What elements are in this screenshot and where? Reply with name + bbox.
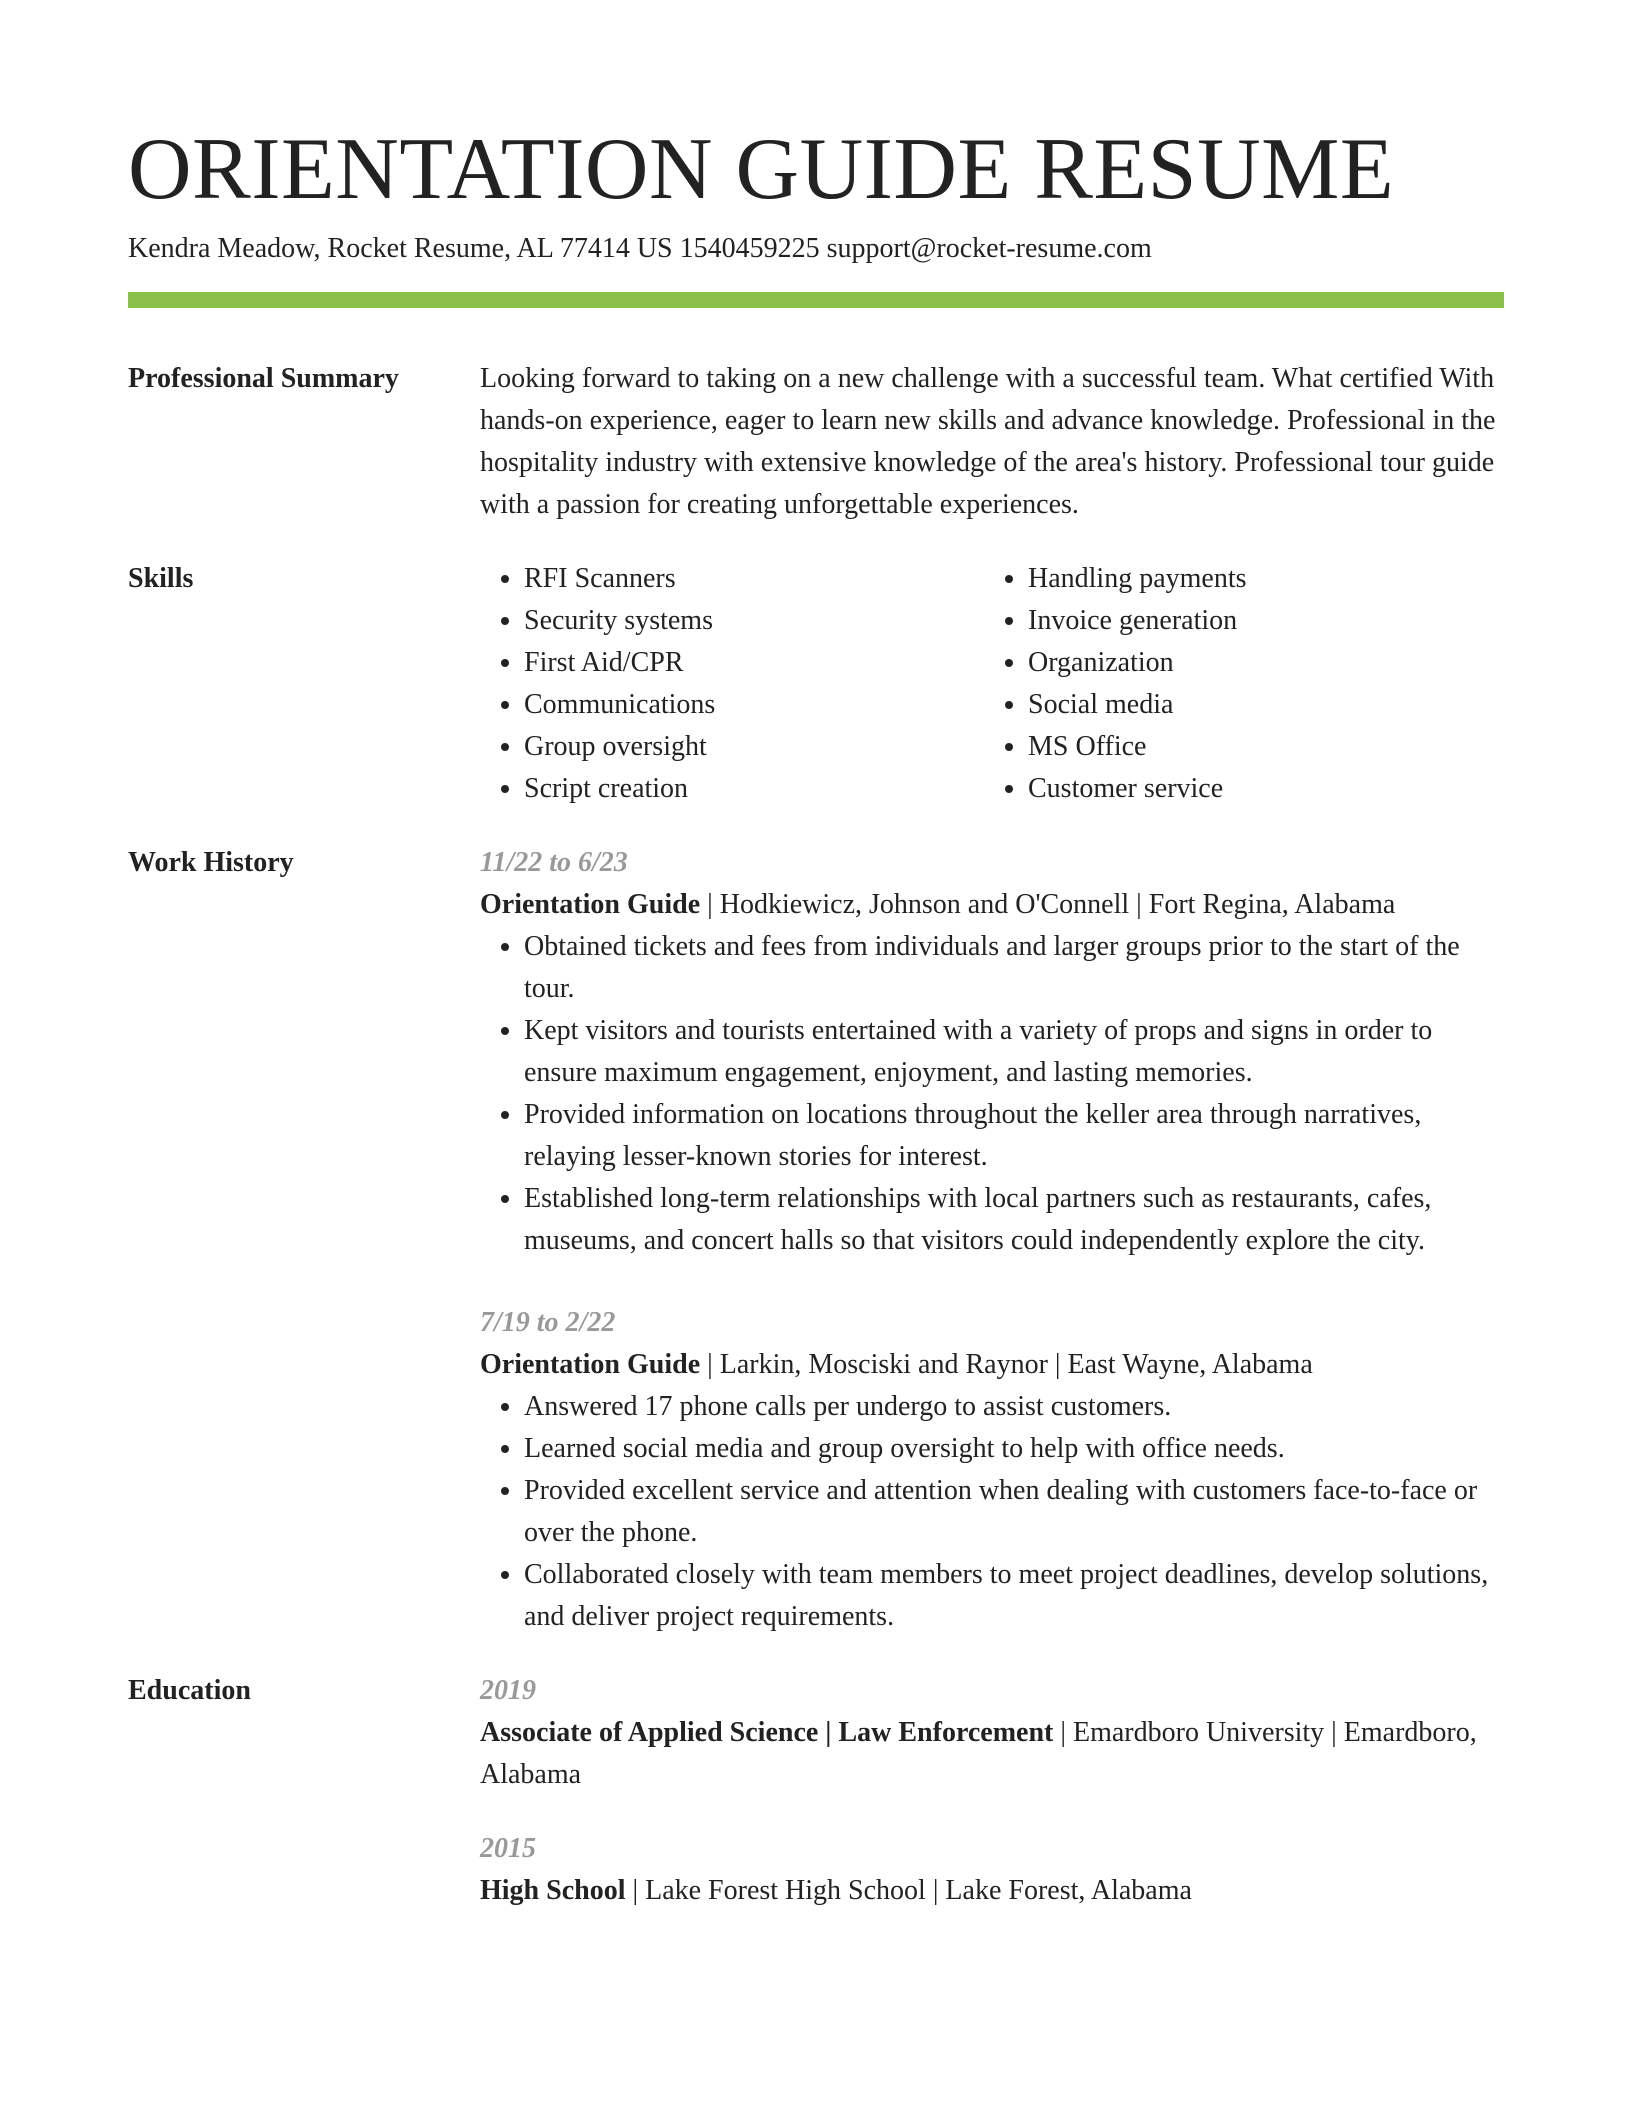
skills-label: Skills	[128, 563, 194, 594]
job-bullet: • Established long-term relationships with local partners such as restaurants, cafes, museums, and concert halls so that visitors could independently explore the city.	[524, 1178, 1504, 1262]
skill-item: • Organization	[1028, 642, 1488, 684]
skills-body	[480, 558, 1504, 810]
work-history-label: Work History	[128, 847, 294, 878]
job-entry	[480, 1302, 1504, 1638]
skill-item: • RFI Scanners	[524, 558, 984, 600]
job-details: | Hodkiewicz, Johnson and O'Connell | Fort Regina, Alabama	[700, 889, 1396, 920]
work-history-body	[480, 842, 1504, 1638]
education-label: Education	[128, 1675, 251, 1706]
accent-divider	[128, 292, 1504, 308]
job-title: Orientation Guide	[480, 1349, 701, 1380]
job-bullets	[480, 1386, 1504, 1638]
skill-item: • Group oversight	[524, 726, 984, 768]
job-dates: 7/19 to 2/22	[480, 1307, 616, 1338]
skill-item: • Invoice generation	[1028, 600, 1488, 642]
skills-section	[128, 558, 1504, 810]
education-entry	[480, 1828, 1504, 1912]
skill-item: • Social media	[1028, 684, 1488, 726]
skill-item: • Communications	[524, 684, 984, 726]
education-degree: Associate of Applied Science | Law Enforcement	[480, 1717, 1054, 1748]
job-bullet: • Provided excellent service and attention when dealing with customers face-to-face or over the phone.	[524, 1470, 1504, 1554]
education-year: 2019	[480, 1675, 536, 1706]
job-bullet: • Learned social media and group oversight to help with office needs.	[524, 1428, 1504, 1470]
education-year: 2015	[480, 1833, 536, 1864]
job-details: | Larkin, Mosciski and Raynor | East Wayne, Alabama	[700, 1349, 1313, 1380]
skill-item: • MS Office	[1028, 726, 1488, 768]
education-body	[480, 1670, 1504, 1912]
education-section	[128, 1670, 1504, 1912]
education-heading	[480, 1712, 1504, 1796]
skill-item: • First Aid/CPR	[524, 642, 984, 684]
job-bullet: • Provided information on locations throughout the keller area through narratives, relaying lesser-known stories for interest.	[524, 1094, 1504, 1178]
skills-list-left	[480, 558, 984, 810]
summary-section	[128, 358, 1504, 526]
job-heading	[480, 884, 1504, 926]
job-bullets	[480, 926, 1504, 1262]
job-bullet: • Collaborated closely with team members to meet project deadlines, develop solutions, and deliver project requirements.	[524, 1554, 1504, 1638]
education-heading	[480, 1870, 1504, 1912]
summary-label: Professional Summary	[128, 363, 399, 394]
education-details: | Lake Forest High School | Lake Forest, Alabama	[625, 1875, 1192, 1906]
skills-list-right	[984, 558, 1488, 810]
work-history-section	[128, 842, 1504, 1638]
skill-item: • Handling payments	[1028, 558, 1488, 600]
education-entry	[480, 1670, 1504, 1796]
education-details: | Emardboro University | Emardboro, Alabama	[480, 1717, 1477, 1790]
skill-item: • Customer service	[1028, 768, 1488, 810]
job-title: Orientation Guide	[480, 889, 701, 920]
job-heading	[480, 1344, 1504, 1386]
job-bullet: • Kept visitors and tourists entertained with a variety of props and signs in order to ensure maximum engagement, enjoyment, and lasting memories.	[524, 1010, 1504, 1094]
job-bullet: • Answered 17 phone calls per undergo to assist customers.	[524, 1386, 1504, 1428]
education-degree: High School	[480, 1875, 626, 1906]
resume-title: ORIENTATION GUIDE RESUME	[128, 121, 1395, 218]
summary-text: Looking forward to taking on a new challenge with a successful team. What certified With hands-on experience, eager to learn new skills and advance knowledge. Professional in the hospitality industry with extensive knowledge of the area's history. Professional tour guide with a passion for creating unforgettable experiences.	[480, 363, 1496, 520]
skill-item: • Script creation	[524, 768, 984, 810]
resume-page	[128, 120, 1504, 1912]
job-bullet: • Obtained tickets and fees from individuals and larger groups prior to the start of the tour.	[524, 926, 1504, 1010]
skill-item: • Security systems	[524, 600, 984, 642]
contact-line: Kendra Meadow, Rocket Resume, AL 77414 US 1540459225 support@rocket-resume.com	[128, 233, 1152, 264]
job-entry	[480, 842, 1504, 1262]
job-dates: 11/22 to 6/23	[480, 847, 628, 878]
